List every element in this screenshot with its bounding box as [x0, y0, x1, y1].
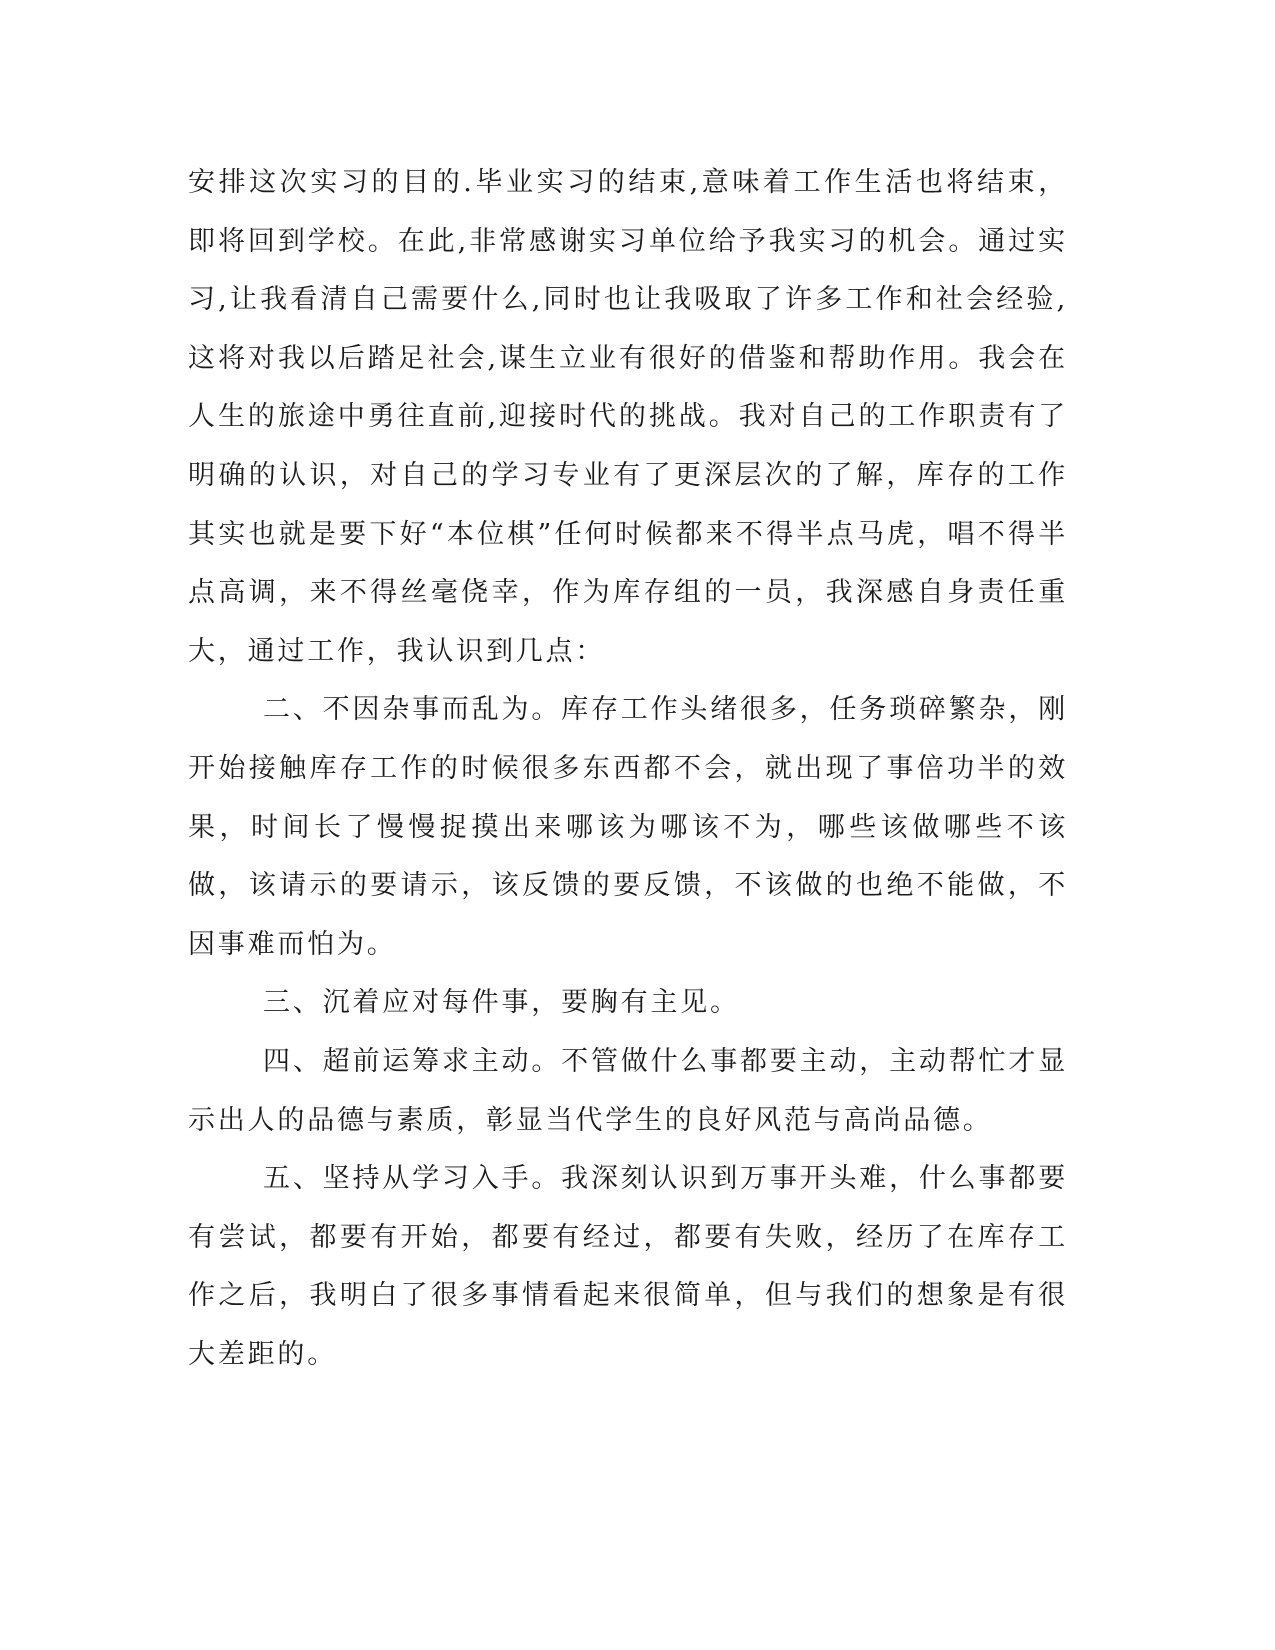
paragraph-point-three: 三、沉着应对每件事，要胸有主见。 [263, 987, 740, 1019]
paragraph-point-five: 五、坚持从学习入手。我深刻认识到万事开头难，什么事都要有尝试，都要有开始，都要有经过，都要有失败，经历了在库存工作之后，我明白了很多事情看起来很简单，但与我们的想象是有很大差距的。 [188, 1163, 1068, 1370]
paragraph-intro: 安排这次实习的目的.毕业实习的结束,意味着工作生活也将结束，即将回到学校。在此,非常感谢实习单位给予我实习的机会。通过实习,让我看清自己需要什么,同时也让我吸取了许多工作和社会经验,这将对我以后踏足社会,谋生立业有很好的借鉴和帮助作用。我会在人生的旅途中勇往直前,迎接时代的挑战。我对自己的工作职责有了明确的认识，对自己的学习专业有了更深层次的了解，库存的工作其实也就是要下好“本位棋”任何时候都来不得半点马虎，唱不得半点高调，来不得丝毫侥幸，作为库存组的一员，我深感自身责任重大，通过工作，我认识到几点： [188, 167, 1068, 667]
document-body [188, 154, 1068, 1384]
paragraph-point-four: 四、超前运筹求主动。不管做什么事都要主动，主动帮忙才显示出人的品德与素质，彰显当代学生的良好风范与高尚品德。 [188, 1045, 1068, 1136]
paragraph-point-two: 二、不因杂事而乱为。库存工作头绪很多，任务琐碎繁杂，刚开始接触库存工作的时候很多东西都不会，就出现了事倍功半的效果，时间长了慢慢捉摸出来哪该为哪该不为，哪些该做哪些不该做，该请示的要请示，该反馈的要反馈，不该做的也绝不能做，不因事难而怕为。 [188, 694, 1068, 960]
